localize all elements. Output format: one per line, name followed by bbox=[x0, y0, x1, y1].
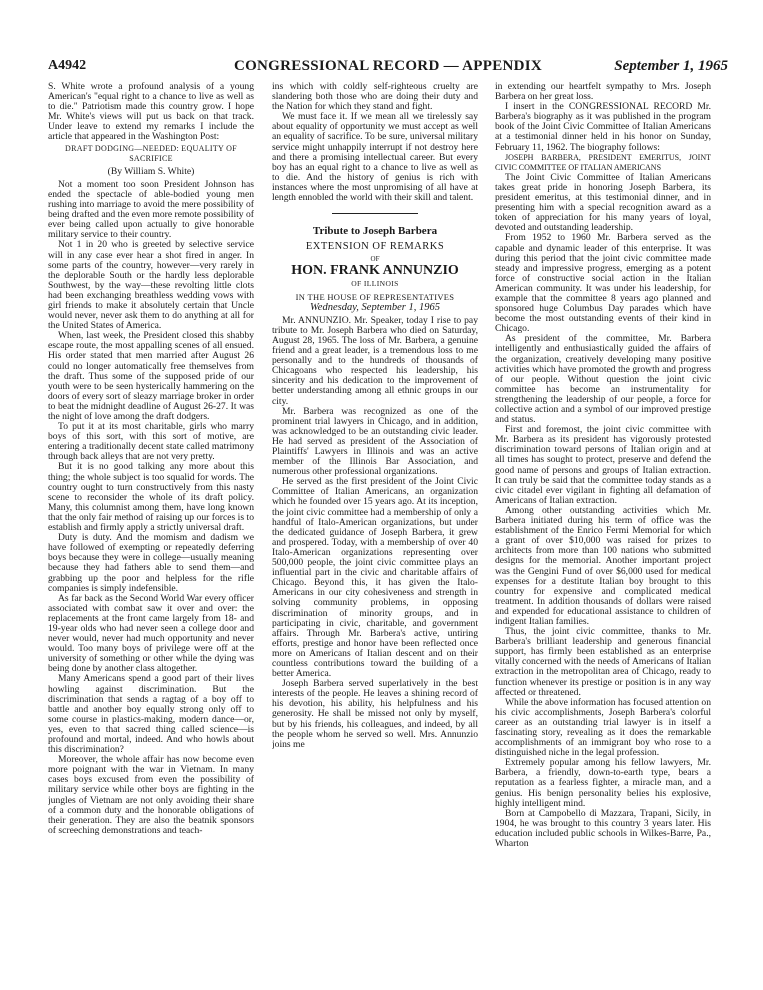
paragraph: When, last week, the President closed this shabby escape route, the most appalling scenes of all ensued. His order stated that men married after August 26 could no longer automatically free themselves from the draft. Thus some of the supposed pride of our youth were to be seen hysterically hammering on the doors of every sort of sleazy marriage broker in order to beat the midnight deadline of August 26-27. It was the night of love among the draft dodgers. bbox=[48, 330, 254, 422]
paragraph: Duty is duty. And the momism and dadism we have followed of exempting or repeatedly deferring boys because they were in college—usually meaning because they had fathers able to send them—and grabbing up the poor and helpless for the rifle companies is simply indefensible. bbox=[48, 532, 254, 594]
paragraph: Extremely popular among his fellow lawyers, Mr. Barbera, a friendly, down-to-earth type, bears a reputation as a fearless fighter, a miracle man, and a genius. His benign personality belies his explosive, highly intelligent mind. bbox=[495, 757, 711, 809]
paragraph: Among other outstanding activities which Mr. Barbera initiated during his term of office was the establishment of the Enrico Fermi Memorial for which a grant of over $10,000 was raised for prizes to architects from more than 100 nations who submitted designs for the memorial. Another important project was the Gengini Fund of over $6,000 used for medical expenses for a destitute Italian boy brought to this country for expensive and complicated medical treatment. In addition thousands of dollars were raised and expended for educational assistance to children of indigent Italian families. bbox=[495, 504, 711, 627]
article-heading: DRAFT DODGING—NEEDED: EQUALITY OF SACRIFICE bbox=[65, 143, 237, 163]
tribute-title: Tribute to Joseph Barbera bbox=[312, 225, 438, 238]
paragraph: S. White wrote a profound analysis of a young American's "equal right to a chance to live as well as to die." Patriotism made this country grow. I hope Mr. White's views will put us back on that track. Under leave to extend my remarks I include the article that appeared in the Washington Post: bbox=[48, 82, 254, 143]
paragraph: I insert in the CONGRESSIONAL RECORD Mr. Barbera's biography as it was published in the program book of the Joint Civic Committee of Italian Americans at a testimonial dinner held in his honor on Sunday, February 11, 1962. The biography follows: bbox=[495, 101, 711, 153]
paragraph: Mr. ANNUNZIO. Mr. Speaker, today I rise to pay tribute to Mr. Joseph Barbera who died on Saturday, August 28, 1965. The loss of Mr. Barbera, a genuine friend and a great leader, is a tremendous loss to me personally and to the hundreds of thousands of Chicagoans who respected his leadership, his sincerity and his dedication to the improvement of better understanding among all ethnic groups in our city. bbox=[272, 314, 478, 407]
extension-heading: EXTENSION OF REMARKS bbox=[305, 241, 445, 253]
publication-title: CONGRESSIONAL RECORD — APPENDIX bbox=[233, 58, 543, 74]
paragraph: Mr. Barbera was recognized as one of the prominent trial lawyers in Chicago, and in addition, was acknowledged to be an outstanding civic leader. He had served as president of the Association of Plaintiffs' Lawyers in Illinois and was an active member of the Illinois Bar Association, and numerous other professional organizations. bbox=[272, 405, 478, 478]
paragraph: First and foremost, the joint civic committee with Mr. Barbera as its president has vigorously protested discrimination toward persons of Italian origin and at all times has sought to protect, preserve and defend the good name of persons and groups of Italian extraction. It can truly be said that the committee today stands as a civic citadel ever vigilant in fighting all defamation of Americans of Italian extraction. bbox=[495, 424, 711, 506]
paragraph: The Joint Civic Committee of Italian Americans takes great pride in honoring Joseph Barbera, its president emeritus, at this testimonial dinner, and in presenting him with a special recognition award as a token of appreciation for his many years of loyal, devoted and outstanding leadership. bbox=[495, 171, 711, 234]
paragraph: Many Americans spend a good part of their lives howling against discrimination. But the discrimination that sends a ragtag of a boy off to battle and another boy equally strong only off to some course in plastics-making, modern dance—or, yes, even to that sacred thing called science—is profound and mortal, indeed. And who howls about this discrimination? bbox=[48, 673, 254, 756]
paragraph: But it is no good talking any more about this thing; the whole subject is too squalid for words. The country ought to turn constructively from this nasty scene to reconsider the whole of its draft policy. Many, this columnist among them, have long known that the only fair method of raising up our forces is to establish and firmly apply a strictly universal draft. bbox=[48, 461, 254, 534]
paragraph: Thus, the joint civic committee, thanks to Mr. Barbera's brilliant leadership and generous financial support, has firmly been established as an enterprise vitally concerned with the needs of Americans of Italian extraction in the metropolitan area of Chicago, ready to function whenever its prestige or position is in any way affected or threatened. bbox=[495, 626, 711, 698]
publication-date: September 1, 1965 bbox=[614, 58, 728, 74]
column-1 bbox=[48, 82, 254, 982]
page-number: A4942 bbox=[48, 58, 87, 73]
byline: (By William S. White) bbox=[107, 165, 195, 177]
column-2 bbox=[272, 82, 478, 982]
chamber-label: IN THE HOUSE OF REPRESENTATIVES bbox=[295, 291, 455, 302]
paragraph: Not a moment too soon President Johnson has ended the spectacle of able-bodied young men rushing into marriage to avoid the mere possibility of being drafted and the even more remote possibility of ever being called upon actually to give honorable military service to their country. bbox=[48, 178, 254, 241]
paragraph: As far back as the Second World War every officer associated with combat saw it over and over: the replacements at the front came largely from 18- and 19-year olds who had never seen a college door and never would, never had much opportunity and never would. Too many boys of privilege were off at the university of something or other while the dying was being done by another class altogether. bbox=[48, 592, 254, 675]
speaker-name: HON. FRANK ANNUNZIO bbox=[291, 263, 459, 279]
column-3 bbox=[495, 82, 711, 982]
section-divider bbox=[332, 213, 418, 214]
paragraph: We must face it. If we mean all we tirelessly say about equality of opportunity we must accept as well an equality of sacrifice. To be sure, universal military service might unhappily interrupt if not destroy here and there a promising intellectual career. But every boy has an equal right to a chance to live as well as to die. And the history of genius is rich with instances where the most unpromising of all have at length ennobled the world with their skill and talent. bbox=[272, 111, 478, 204]
paragraph: Joseph Barbera served superlatively in the best interests of the people. He leaves a shining record of his devotion, his ability, his helpfulness and his generosity. He shall be missed not only by myself, but by his friends, his colleagues, and indeed, by all the people whom he served so well. Mrs. Annunzio joins me bbox=[272, 678, 478, 750]
paragraph: ins which with coldly self-righteous cruelty are slandering both those who are doing their duty and the Nation for which they stand and fight. bbox=[272, 82, 478, 113]
paragraph: Not 1 in 20 who is greeted by selective service will in any case ever hear a shot fired in anger. In some parts of the country, however—very rarely in the deplorable South or the hardly less deplorable Southwest, by the way—these revolting little clots had been exchanging breathless wedding vows with girl friends to make it absolutely certain that Uncle would never, never ask them to do anything at all for the United States of America. bbox=[48, 239, 254, 332]
paragraph: Born at Campobello di Mazzara, Trapani, Sicily, in 1904, he was brought to this country 3 years later. His education included public schools in Wilkes-Barre, Pa., Wharton bbox=[495, 807, 711, 850]
paragraph: in extending our heartfelt sympathy to Mrs. Joseph Barbera on her great loss. bbox=[495, 82, 711, 103]
speaker-state: OF ILLINOIS bbox=[351, 278, 399, 288]
page-header bbox=[48, 58, 728, 80]
paragraph: To put it at its most charitable, girls who marry boys of this sort, with this sort of motive, are entering a traditionally decent state called matrimony through back alleys that are not very pretty. bbox=[48, 421, 254, 463]
paragraph: Moreover, the whole affair has now become even more poignant with the war in Vietnam. In many cases boys excused from even the possibility of military service while other boys are fighting in the jungles of Vietnam are not only avoiding their share of a common duty and the honorable obligations of their generation. They are also the beatnik sponsors of screeching demonstrations and teach- bbox=[48, 754, 254, 836]
session-date: Wednesday, September 1, 1965 bbox=[310, 301, 440, 313]
biography-heading: JOSEPH BARBERA, PRESIDENT EMERITUS, JOINT CIVIC COMMITTEE OF ITALIAN AMERICANS bbox=[495, 152, 711, 172]
paragraph: While the above information has focused attention on his civic accomplishments, Joseph Barbera's colorful career as an outstanding trial lawyer is in itself a fascinating story, revealing as it does the remarkable accomplishments of an immigrant boy who rose to a distinguished niche in the legal profession. bbox=[495, 696, 711, 759]
paragraph: As president of the committee, Mr. Barbera intelligently and enthusiastically guided the affairs of the organization, creatively developing many positive activities which have promoted the growth and progress of our people. Without question the joint civic committee has become an instrumentality for strengthening the leadership of our people, a force for collective action and a symbol of our improved prestige and status. bbox=[495, 333, 711, 426]
paragraph: From 1952 to 1960 Mr. Barbera served as the capable and dynamic leader of this enterprise. It was during this period that the joint civic committee made steady and impressive progress, emerging as a potent force of constructive social action in the Italian American community. It was under his leadership, for example that the committee 8 years ago planned and sponsored huge Columbus Day parades which have become the most outstanding events of their kind in Chicago. bbox=[495, 232, 711, 335]
paragraph: He served as the first president of the Joint Civic Committee of Italian Americans, an organization which he founded over 15 years ago. At its inception, the joint civic committee had a membership of only a handful of Italo-American organizations, but under the dedicated guidance of Joseph Barbera, it grew and prospered. Today, with a membership of over 40 Italo-American organizations representing over 500,000 people, the joint civic committee plays an influential part in the civic and charitable affairs of Chicago. Beyond this, it has given the Italo-Americans in our city cohesiveness and strength in solving community problems, in opposing discrimination of minority groups, and in participating in civic, charitable, and government affairs. Through Mr. Barbera's active, untiring efforts, prestige and honor have been reflected once more on Americans of Italian descent and on their countless contributions toward the building of a better America. bbox=[272, 476, 478, 680]
of-label: OF bbox=[370, 255, 380, 264]
